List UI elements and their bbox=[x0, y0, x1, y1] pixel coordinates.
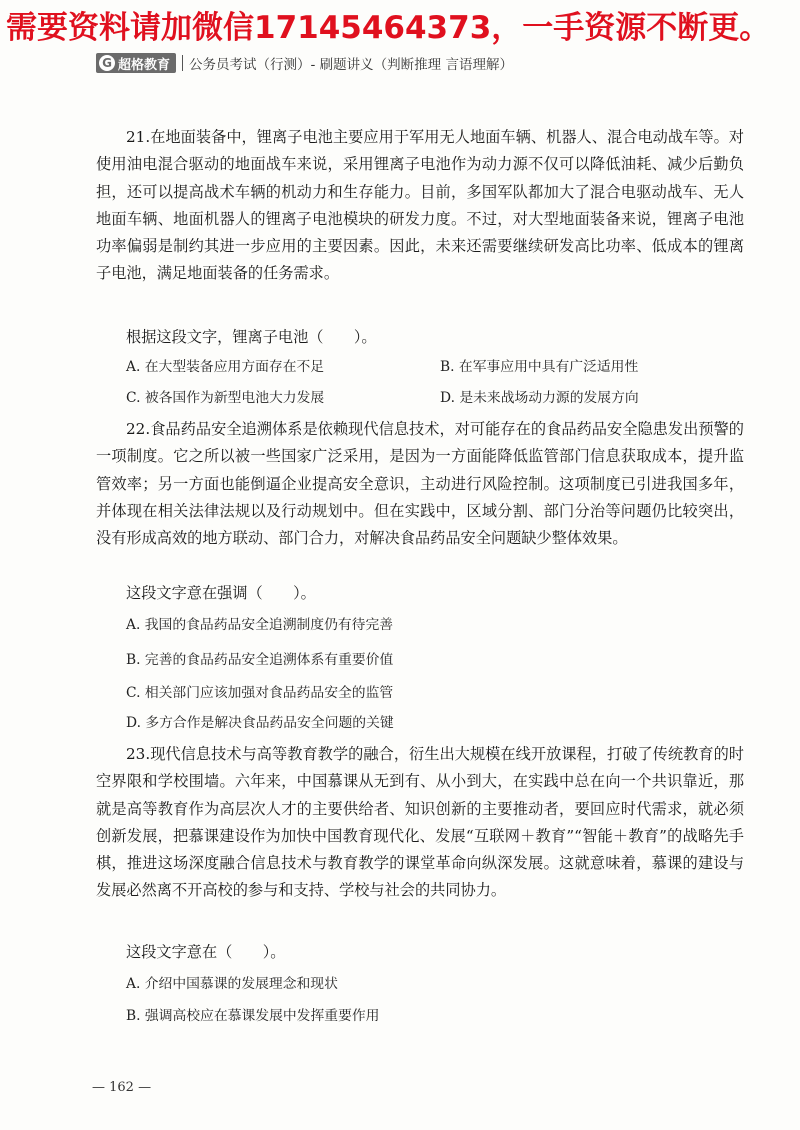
question-21-option-a: A. 在大型装备应用方面存在不足 bbox=[126, 359, 325, 375]
logo-g-icon: G bbox=[99, 55, 115, 71]
question-21-option-c: C. 被各国作为新型电池大力发展 bbox=[126, 390, 325, 406]
page-header bbox=[96, 50, 513, 76]
question-22-option-a: A. 我国的食品药品安全追溯制度仍有待完善 bbox=[126, 617, 394, 633]
header-title: 公务员考试（行测）- 刷题讲义（判断推理 言语理解） bbox=[189, 57, 513, 73]
question-22-prompt: 这段文字意在强调（ ）。 bbox=[126, 584, 316, 602]
question-23-prompt: 这段文字意在（ ）。 bbox=[126, 943, 286, 961]
question-21-prompt: 根据这段文字，锂离子电池（ ）。 bbox=[126, 328, 377, 346]
question-22-option-c: C. 相关部门应该加强对食品药品安全的监管 bbox=[126, 685, 394, 701]
question-21-option-d: D. 是未来战场动力源的发展方向 bbox=[440, 390, 639, 406]
question-23-option-a: A. 介绍中国慕课的发展理念和现状 bbox=[126, 976, 338, 992]
question-21-option-b: B. 在军事应用中具有广泛适用性 bbox=[440, 359, 639, 375]
question-23-passage: 23.现代信息技术与高等教育教学的融合，衍生出大规模在线开放课程，打破了传统教育的时空界限和学校围墙。六年来，中国慕课从无到有、从小到大，在实践中总在向一个共识靠近，那就是高等教育作为高层次人才的主要供给者、知识创新的主要推动者，要回应时代需求，就必须创新发展，把慕课建设作为加快中国教育现代化、发展“互联网＋教育”“智能＋教育”的战略先手棋，推进这场深度融合信息技术与教育教学的课堂革命向纵深发展。这就意味着，慕课的建设与发展必然离不开高校的参与和支持、学校与社会的共同协力。 bbox=[96, 745, 744, 900]
logo-text: 超格教育 bbox=[118, 57, 171, 73]
page-number: — 162 — bbox=[92, 1080, 152, 1095]
question-21-passage: 21.在地面装备中，锂离子电池主要应用于军用无人地面车辆、机器人、混合电动战车等。对使用油电混合驱动的地面战车来说，采用锂离子电池作为动力源不仅可以降低油耗、减少后勤负担，还可以提高战术车辆的机动力和生存能力。目前，多国军队都加大了混合电驱动战车、无人地面车辆、地面机器人的锂离子电池模块的研发力度。不过，对大型地面装备来说，锂离子电池功率偏弱是制约其进一步应用的主要因素。因此，未来还需要继续研发高比功率、低成本的锂离子电池，满足地面装备的任务需求。 bbox=[96, 128, 744, 283]
question-22-passage: 22.食品药品安全追溯体系是依赖现代信息技术，对可能存在的食品药品安全隐患发出预警的一项制度。它之所以被一些国家广泛采用，是因为一方面能降低监管部门信息获取成本，提升监管效率；另一方面也能倒逼企业提高安全意识，主动进行风险控制。这项制度已引进我国多年，并体现在相关法律法规以及行动规划中。但在实践中，区域分割、部门分治等问题仍比较突出，没有形成高效的地方联动、部门合力，对解决食品药品安全问题缺少整体效果。 bbox=[96, 420, 744, 548]
header-divider bbox=[182, 55, 183, 71]
publisher-logo bbox=[96, 53, 176, 73]
question-22-option-b: B. 完善的食品药品安全追溯体系有重要价值 bbox=[126, 652, 394, 668]
question-23-option-b: B. 强调高校应在慕课发展中发挥重要作用 bbox=[126, 1008, 380, 1024]
watermark-text: 需要资料请加微信17145464373，一手资源不断更。 bbox=[6, 10, 771, 46]
question-22-option-d: D. 多方合作是解决食品药品安全问题的关键 bbox=[126, 715, 394, 731]
